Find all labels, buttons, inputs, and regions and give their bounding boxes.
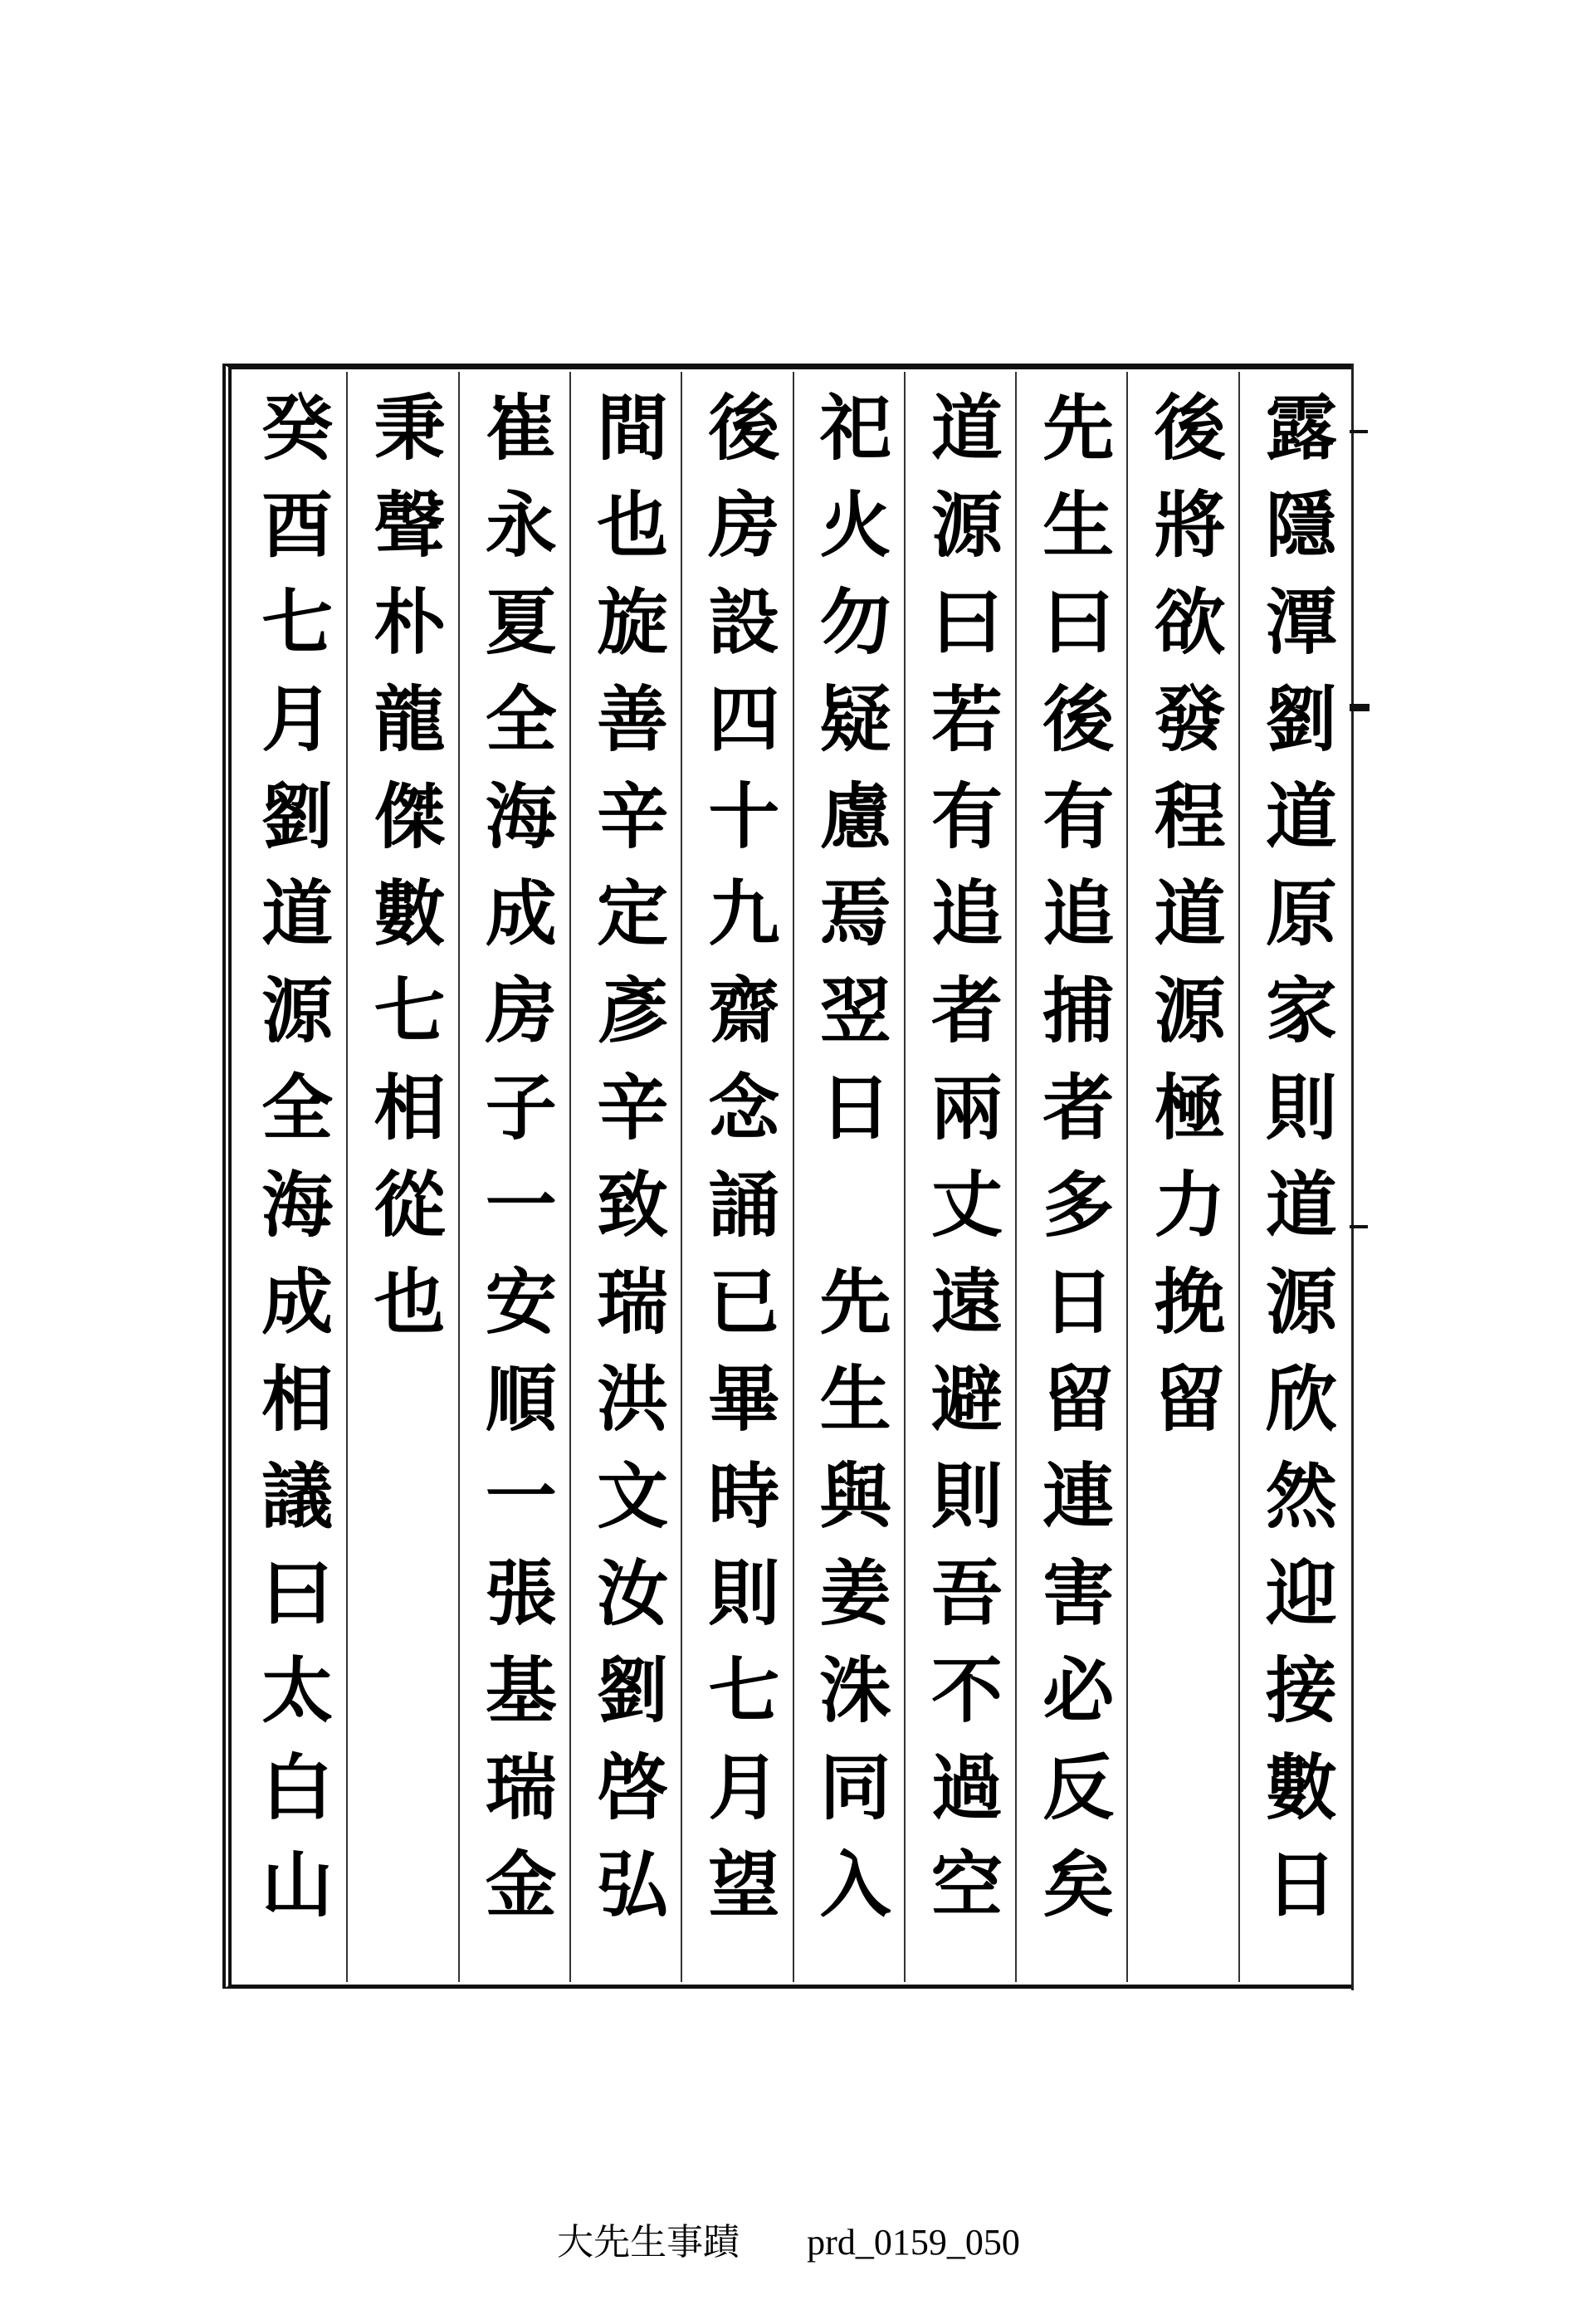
text-column	[793, 372, 904, 1982]
text-column	[1015, 372, 1126, 1982]
edge-tick	[1350, 430, 1368, 433]
page-caption	[0, 2212, 1577, 2265]
column-text: 後將欲發程道源極力挽留	[1141, 390, 1226, 1458]
text-column	[904, 372, 1015, 1982]
page-code: prd_0159_050	[807, 2222, 1020, 2263]
text-column	[681, 372, 792, 1982]
column-text: 癸酉七月劉道源全海成相議曰太白山	[249, 390, 334, 1944]
column-text: 後房設四十九齋念誦已畢時則七月望	[696, 390, 780, 1944]
text-columns	[235, 372, 1350, 1982]
text-column	[346, 372, 457, 1982]
edge-tick	[1350, 704, 1370, 711]
column-text: 先生曰後有追捕者多日留連害必反矣	[1030, 390, 1115, 1944]
text-column	[235, 372, 346, 1982]
text-column	[1126, 372, 1238, 1982]
column-text: 崔永夏全海成房子一安順一張基瑞金	[472, 390, 557, 1944]
text-column	[1238, 372, 1350, 1982]
edge-rule	[1351, 364, 1354, 1990]
column-text: 露隱潭劉道原家則道源欣然迎接數日	[1252, 390, 1337, 1944]
column-text: 間也旋善辛定彥辛致瑞洪文汝劉啓弘	[584, 390, 669, 1944]
book-title: 大先生事蹟	[557, 2221, 740, 2263]
edge-tick	[1350, 1225, 1368, 1228]
column-text: 秉聲朴龍傑數七相從也	[361, 390, 446, 1361]
column-text: 祀火勿疑慮焉翌日 先生與姜洙同入	[807, 390, 891, 1944]
text-column	[569, 372, 681, 1982]
column-text: 道源曰若有追者兩丈遠避則吾不過空	[918, 390, 1003, 1944]
text-column	[458, 372, 569, 1982]
page-edge-marks	[1350, 364, 1370, 1990]
